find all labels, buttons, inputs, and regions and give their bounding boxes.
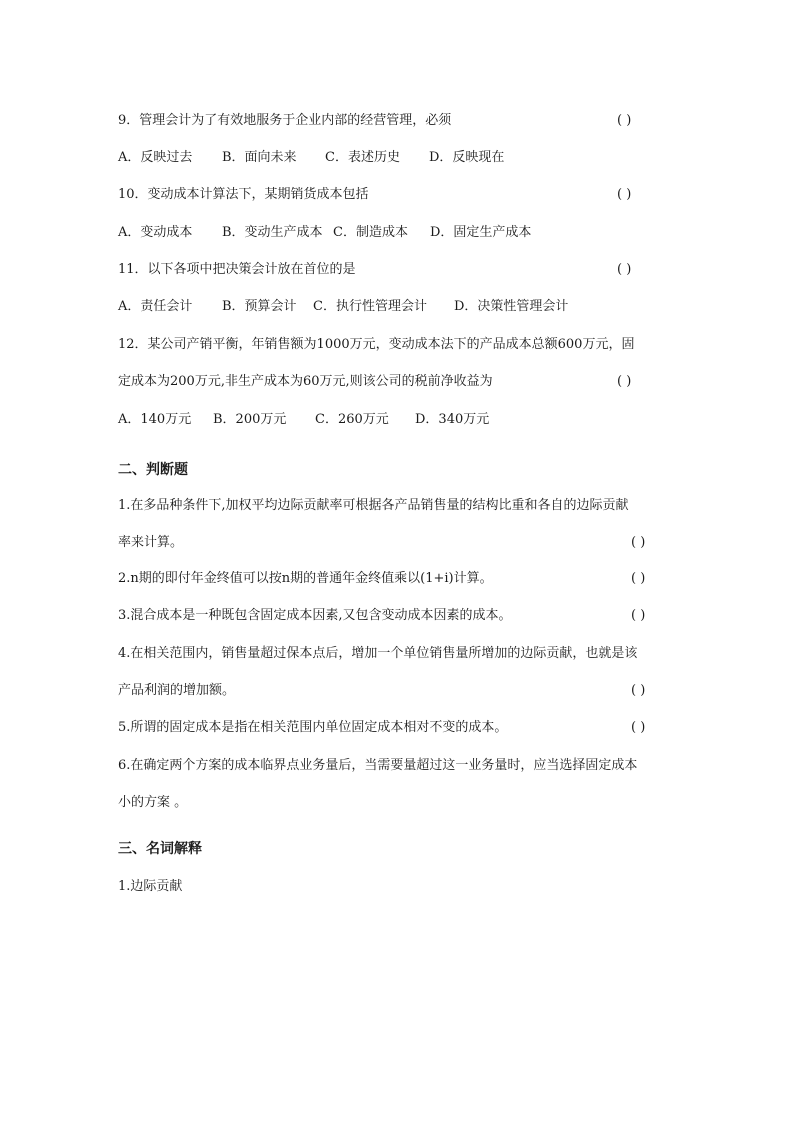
judgment-4-answer-bracket: ( ) [631, 683, 646, 698]
judgment-4-line-1: 4.在相关范围内，销售量超过保本点后，增加一个单位销售量所增加的边际贡献，也就是该 [118, 646, 638, 661]
option-b: B．200万元 [213, 412, 287, 427]
question-10-options [118, 224, 531, 242]
judgment-3-line-1: 3.混合成本是一种既包含固定成本因素,又包含变动成本因素的成本。 [118, 608, 512, 623]
question-12-stem-line-1: 12．某公司产销平衡，年销售额为1000万元，变动成本法下的产品成本总额600万元，固 [118, 337, 635, 352]
judgment-6-line-2: 小的方案 。 [118, 795, 188, 810]
judgment-5-answer-bracket: ( ) [631, 720, 646, 735]
option-a: A．反映过去 [118, 150, 193, 165]
option-b: B．面向未来 [222, 150, 297, 165]
judgment-1-line-2: 率来计算。 [118, 535, 184, 550]
question-12-stem-line-2: 定成本为200万元,非生产成本为60万元,则该公司的税前净收益为 [118, 374, 493, 389]
question-12-answer-bracket: ( ) [617, 374, 632, 389]
option-c: C．执行性管理会计 [313, 299, 427, 314]
judgment-1-answer-bracket: ( ) [631, 535, 646, 550]
question-11-options [118, 298, 568, 316]
option-d: D．决策性管理会计 [454, 299, 569, 314]
question-9-answer-bracket: ( ) [617, 113, 632, 128]
option-d: D．反映现在 [429, 150, 505, 165]
question-12-options [118, 411, 489, 429]
option-a: A．变动成本 [118, 225, 193, 240]
judgment-5-line-1: 5.所谓的固定成本是指在相关范围内单位固定成本相对不变的成本。 [118, 720, 508, 735]
question-11-answer-bracket: ( ) [617, 262, 632, 277]
judgment-6-line-1: 6.在确定两个方案的成本临界点业务量后，当需要量超过这一业务量时，应当选择固定成本 [118, 758, 638, 773]
option-a: A．责任会计 [118, 299, 193, 314]
question-10-answer-bracket: ( ) [617, 187, 632, 202]
question-9-stem: 9．管理会计为了有效地服务于企业内部的经营管理，必须 [118, 113, 452, 128]
option-d: D．340万元 [415, 412, 490, 427]
term-1: 1.边际贡献 [118, 879, 183, 894]
option-c: C．表述历史 [325, 150, 400, 165]
judgment-2-line-1: 2.n期的即付年金终值可以按n期的普通年金终值乘以(1+i)计算。 [118, 571, 493, 586]
question-9-options [118, 149, 504, 167]
judgment-2-answer-bracket: ( ) [631, 571, 646, 586]
option-c: C．260万元 [315, 412, 389, 427]
option-c: C．制造成本 [333, 225, 408, 240]
option-d: D．固定生产成本 [430, 225, 532, 240]
option-a: A．140万元 [118, 412, 192, 427]
section-2-title: 二、判断题 [118, 462, 188, 478]
question-10-stem: 10．变动成本计算法下，某期销货成本包括 [118, 187, 369, 202]
option-b: B．变动生产成本 [222, 225, 323, 240]
judgment-4-line-2: 产品利润的增加额。 [118, 683, 236, 698]
option-b: B．预算会计 [222, 299, 297, 314]
judgment-1-line-1: 1.在多品种条件下,加权平均边际贡献率可根据各产品销售量的结构比重和各自的边际贡献 [118, 498, 629, 513]
question-11-stem: 11．以下各项中把决策会计放在首位的是 [118, 262, 356, 277]
judgment-3-answer-bracket: ( ) [631, 608, 646, 623]
section-3-title: 三、名词解释 [118, 841, 202, 857]
